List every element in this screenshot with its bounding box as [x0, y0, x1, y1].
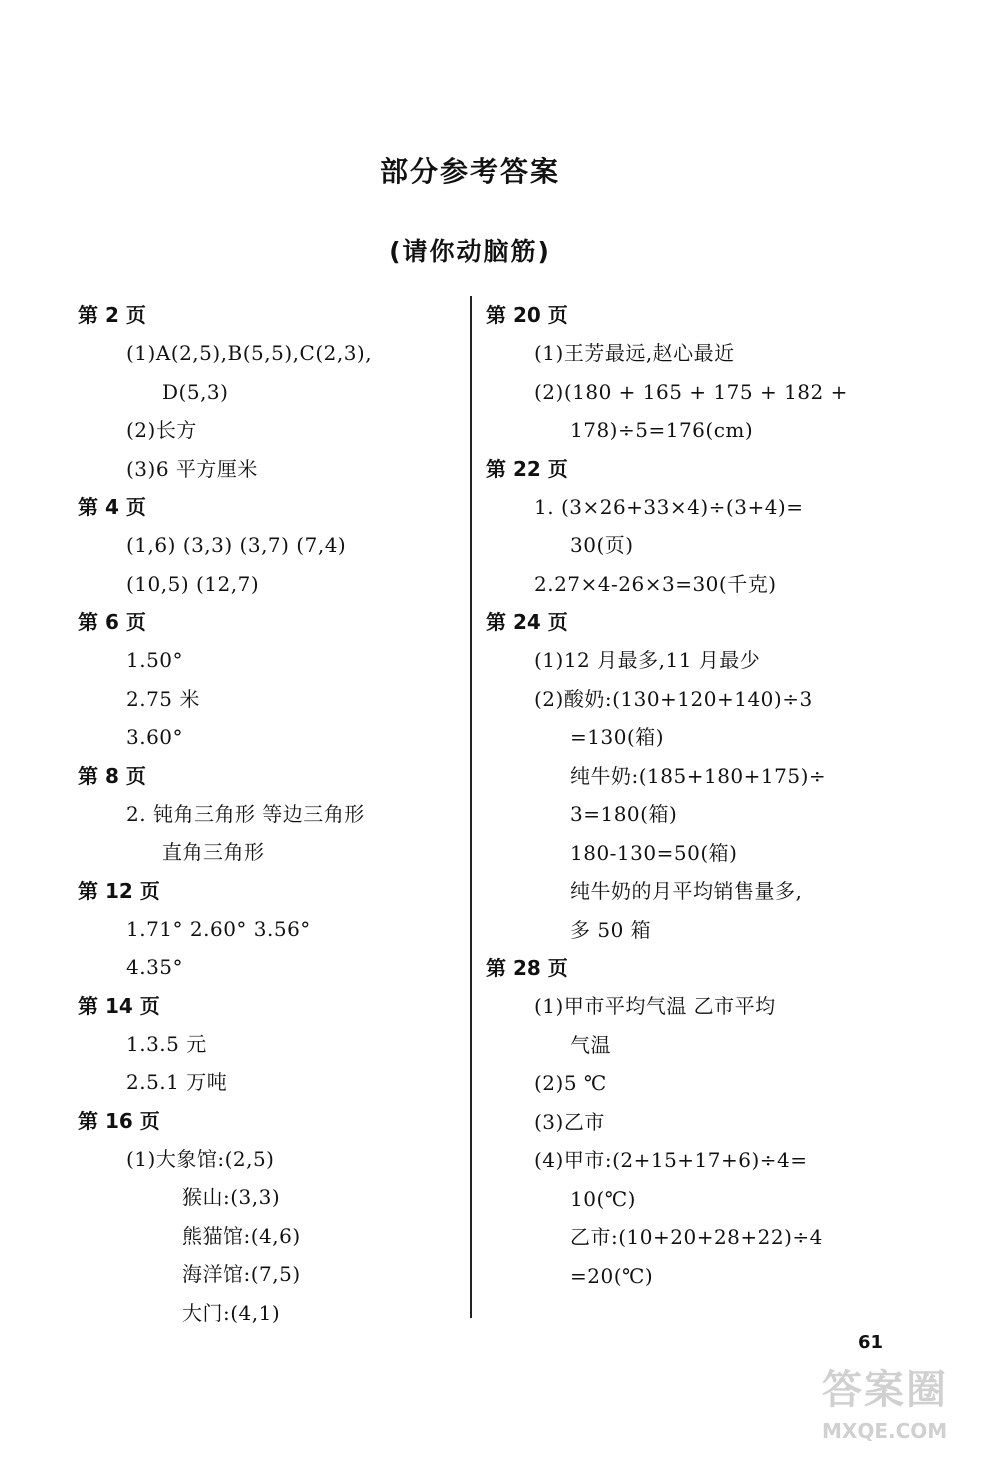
answer-line: (2)5 ℃ [534, 1071, 607, 1095]
answer-line: 178)÷5=176(cm) [570, 418, 754, 442]
answer-line: (1)王芳最远,赵心最近 [534, 341, 735, 365]
answer-line: 海洋馆:(7,5) [182, 1262, 301, 1286]
page-heading: 第 28 页 [486, 956, 568, 980]
answer-line: 气温 [570, 1032, 611, 1057]
answer-line: 1.50° [126, 648, 184, 672]
page-heading: 第 6 页 [78, 610, 146, 634]
watermark-text: 答案圈 [822, 1367, 948, 1413]
answer-line: 多 50 箱 [570, 917, 652, 942]
answer-line: 2.5.1 万吨 [126, 1070, 228, 1094]
answer-line: 3=180(箱) [570, 802, 678, 826]
answer-line: (2)酸奶:(130+120+140)÷3 [534, 686, 813, 711]
page-title: 部分参考答案 [379, 155, 560, 188]
page-heading: 第 4 页 [78, 495, 146, 519]
answer-line: (1)甲市平均气温 乙市平均 [534, 994, 776, 1018]
answer-line: 180-130=50(箱) [570, 840, 738, 865]
page-number: 61 [858, 1332, 884, 1353]
answer-line: (2)(180 + 165 + 175 + 182 + [534, 379, 848, 404]
answer-line: 3.60° [126, 725, 184, 749]
page-heading: 第 22 页 [486, 456, 568, 481]
answer-line: 10(℃) [570, 1186, 636, 1211]
watermark-logo [822, 1358, 992, 1458]
answer-line: 2.75 米 [126, 686, 200, 711]
answer-line: 30(页) [570, 533, 634, 557]
column-divider [470, 296, 472, 1318]
page-heading: 第 2 页 [78, 303, 146, 327]
answer-line: 2.27×4-26×3=30(千克) [534, 571, 777, 596]
answer-line: (3)6 平方厘米 [126, 456, 258, 481]
page-heading: 第 20 页 [486, 303, 568, 327]
answer-line: 大门:(4,1) [182, 1300, 281, 1325]
answer-line: (2)长方 [126, 418, 197, 442]
right-answer-column [486, 296, 886, 1295]
answer-line: 直角三角形 [162, 840, 265, 864]
answer-line: 4.35° [126, 955, 184, 979]
answer-line: 熊猫馆:(4,6) [182, 1223, 301, 1248]
answer-line: (1)12 月最多,11 月最少 [534, 648, 761, 672]
answer-line: =130(箱) [570, 725, 665, 749]
section-subtitle: (请你动脑筋) [389, 237, 551, 266]
answer-line: D(5,3) [162, 379, 229, 404]
answer-line: 纯牛奶的月平均销售量多, [570, 879, 803, 903]
answer-line: (3)乙市 [534, 1109, 605, 1134]
answer-line: 乙市:(10+20+28+22)÷4 [570, 1225, 823, 1249]
answer-line: 猴山:(3,3) [182, 1185, 281, 1209]
watermark-url: MXQE.COM [822, 1419, 948, 1443]
page-heading: 第 14 页 [78, 993, 160, 1018]
answer-line: 1.71° 2.60° 3.56° [126, 916, 311, 941]
left-answer-column [78, 296, 468, 1332]
page-heading: 第 8 页 [78, 763, 146, 788]
page-heading: 第 24 页 [486, 610, 568, 634]
answer-line: =20(℃) [570, 1263, 654, 1288]
answer-line: 2. 钝角三角形 等边三角形 [126, 801, 365, 826]
page-heading: 第 12 页 [78, 878, 160, 903]
answer-line: (1,6) (3,3) (3,7) (7,4) [126, 533, 347, 557]
page-heading: 第 16 页 [78, 1108, 160, 1133]
answer-line: 1. (3×26+33×4)÷(3+4)= [534, 494, 804, 519]
answer-line: (4)甲市:(2+15+17+6)÷4= [534, 1148, 808, 1172]
answer-line: 纯牛奶:(185+180+175)÷ [570, 763, 827, 788]
answer-line: (1)A(2,5),B(5,5),C(2,3), [126, 341, 373, 365]
answer-line: (10,5) (12,7) [126, 571, 260, 596]
answer-line: (1)大象馆:(2,5) [126, 1146, 275, 1171]
answer-line: 1.3.5 元 [126, 1031, 207, 1056]
